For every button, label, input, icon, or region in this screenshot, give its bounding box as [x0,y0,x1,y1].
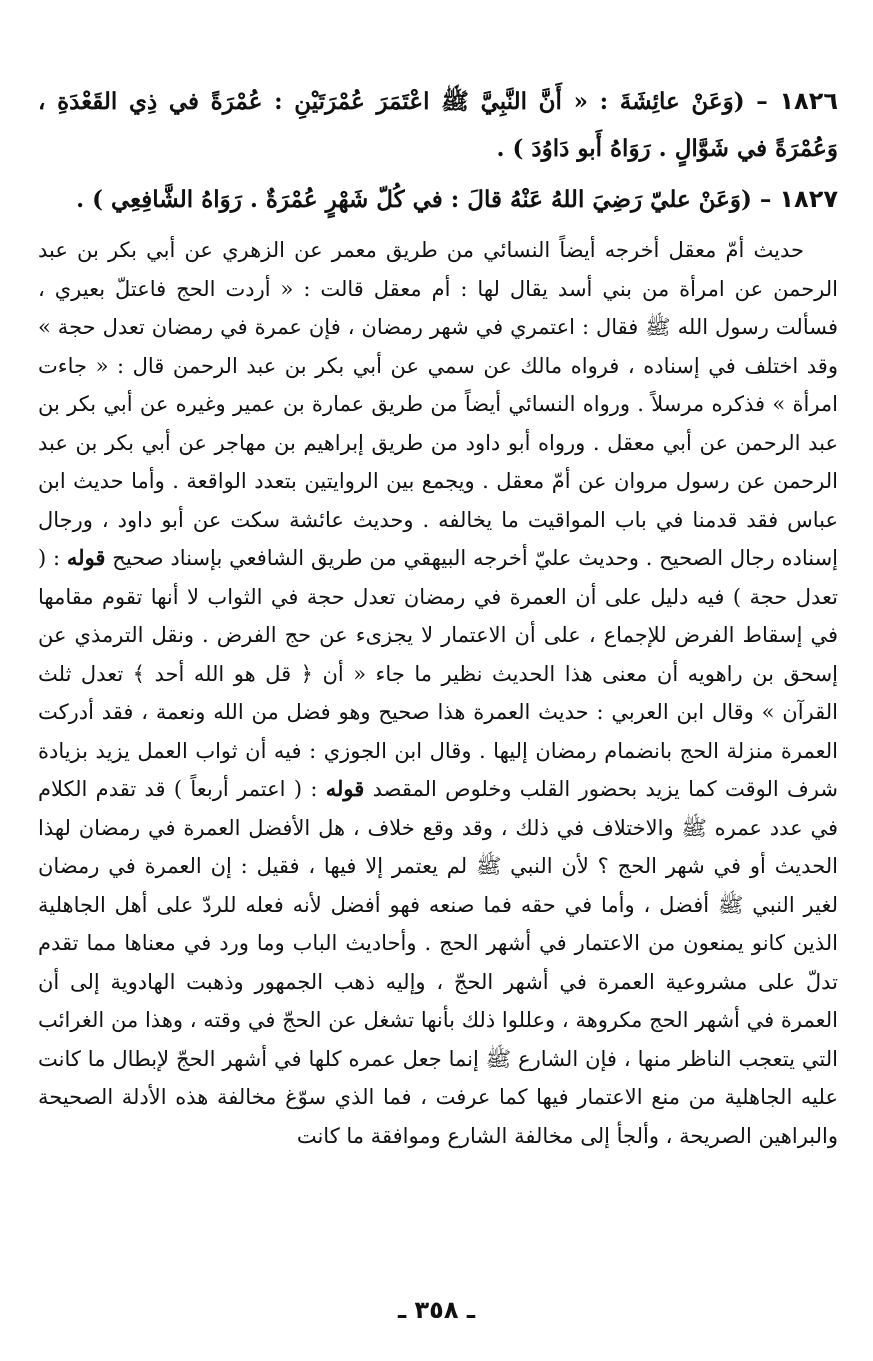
commentary-text: : ( اعتمر أربعاً ) قد تقدم الكلام في عدد عمره ﷺ والاختلاف في ذلك ، وقد وقع خلاف ، هل الأفضل العمرة في رمضان لهذا الحديث أو في شهر الحج ؟ لأن النبي ﷺ لم يعتمر إلا فيها ، فقيل : إن العمرة في رمضان لغير النبي ﷺ أفضل ، وأما في حقه فما صنعه فهو أفضل لأنه فعله للردّ على أهل الجاهلية الذين كانو يمنعون من الاعتمار في أشهر الحج . وأحاديث الباب وما ورد في معناها مما تقدم تدلّ على مشروعية العمرة في أشهر الحجّ ، وإليه ذهب الجمهور وذهبت الهادوية إلى أن العمرة في أشهر الحج مكروهة ، وعللوا ذلك بأنها تشغل عن الحجّ في وقته ، وهذا من الغرائب التي يتعجب الناظر منها ، فإن الشارع ﷺ إنما جعل عمره كلها في أشهر الحجّ لإبطال ما كانت عليه الجاهلية من منع الاعتمار فيها كما عرفت ، فما الذي سوّغ مخالفة هذه الأدلة الصحيحة والبراهين الصريحة ، وألجأ إلى مخالفة الشارع وموافقة ما كانت [38,777,838,1148]
hadith-number: ١٨٢٧ [779,185,838,213]
keyword-qawluhu: قوله [325,776,365,801]
commentary-text: : ( تعدل حجة ) فيه دليل على أن العمرة في رمضان تعدل حجة في الثواب لا أنها تقوم مقامها في إسقاط الفرض للإجماع ، على أن الاعتمار لا يجزىء عن حج الفرض . ونقل الترمذي عن إسحق بن راهويه أن معنى هذا الحديث نظير ما جاء « أن ﴿ قل هو الله أحد ﴾ تعدل ثلث القرآن » وقال ابن العربي : حديث العمرة هذا صحيح وهو فضل من الله ونعمة ، فقد أدركت العمرة منزلة الحج بانضمام رمضان إليها . وقال ابن الجوزي : فيه أن ثواب العمل يزيد بزيادة شرف الوقت كما يزيد بحضور القلب وخلوص المقصد [38,546,838,801]
page-number: ـ ٣٥٨ ـ [397,1296,476,1324]
commentary-text: حديث أمّ معقل أخرجه أيضاً النسائي من طريق معمر عن الزهري عن أبي بكر بن عبد الرحمن عن امرأة من بني أسد يقال لها : أم معقل قالت : « أردت الحج فاعتلّ بعيري ، فسألت رسول الله ﷺ فقال : اعتمري في شهر رمضان ، فإن عمرة في رمضان تعدل حجة » وقد اختلف في إسناده ، فرواه مالك عن سمي عن أبي بكر بن عبد الرحمن قال : « جاءت امرأة » فذكره مرسلاً . ورواه النسائي أيضاً من طريق عمارة بن عمير وغيره عن أبي بكر بن عبد الرحمن عن أبي معقل . ورواه أبو داود من طريق إبراهيم بن مهاجر عن أبي بكر بن عبد الرحمن عن رسول مروان عن أمّ معقل . ويجمع بين الروايتين بتعدد الواقعة . وأما حديث ابن عباس فقد قدمنا في باب المواقيت ما يخالفه . وحديث عائشة سكت عن أبو داود ، ورجال إسناده رجال الصحيح . وحديث عليّ أخرجه البيهقي من طريق الشافعي بإسناد صحيح [38,238,839,570]
hadith-text: – (وَعَنْ عليّ رَضِيَ اللهُ عَنْهُ قالَ : في كُلّ شَهْرٍ عُمْرَةٌ . رَوَاهُ الشَّافِعِي ) . [76,186,780,213]
keyword-qawluhu: قوله [66,545,106,570]
hadith-1826 [38,78,838,172]
hadith-number: ١٨٢٦ [779,87,838,115]
commentary-paragraph [38,231,838,1155]
page-body [38,78,838,1155]
hadith-1827 [38,176,838,223]
hadith-text: – (وَعَنْ عائِشَةَ : « أَنَّ النَّبِيَّ ﷺ اعْتَمَرَ عُمْرَتَيْنِ : عُمْرَةً في ذِي القَعْدَةِ ، وَعُمْرَةً في شَوَّالٍ . رَوَاهُ أَبو دَاوُدَ ) . [38,88,838,162]
